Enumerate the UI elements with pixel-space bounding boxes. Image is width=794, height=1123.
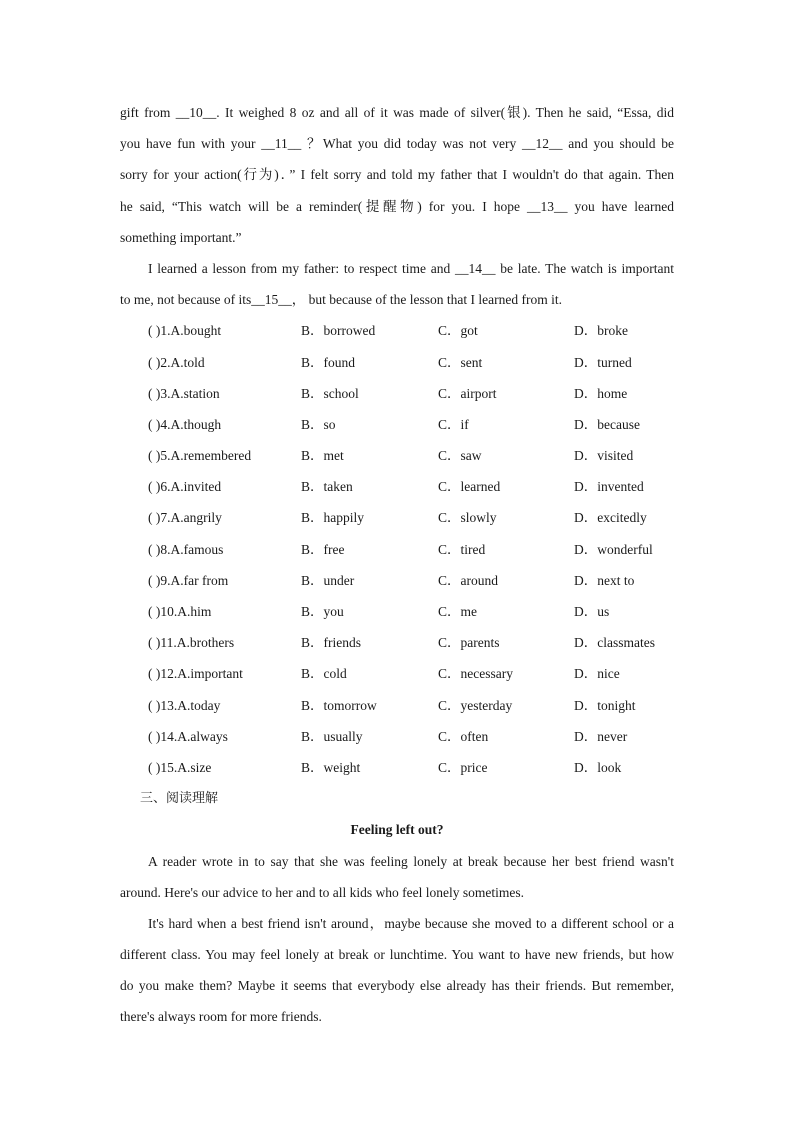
cloze-para2-line-2: to me, not because of its__15__， but because of the lesson that I learned from it.	[120, 292, 563, 308]
question-stem: ( )9.A.far from	[148, 572, 229, 588]
reading-title: Feeling left out?	[350, 822, 444, 838]
reading-para2-line-2: different class. You may feel lonely at break or lunchtime. You want to have new friends, but how	[120, 947, 674, 963]
option-c: C．got	[438, 323, 478, 339]
option-d: D．nice	[574, 666, 620, 682]
option-c: C．price	[438, 759, 488, 775]
question-row	[120, 315, 674, 346]
document-page	[120, 97, 674, 1033]
question-row	[120, 409, 674, 440]
question-stem: ( )3.A.station	[148, 385, 220, 401]
cloze-line-2: you have fun with your __11__ ？What you did today was not very __12__ and you should be	[120, 136, 674, 152]
cloze-line-3: sorry for your action(行为)．” I felt sorry and told my father that I wouldn't do that again. Then	[120, 167, 674, 183]
cloze-line-4: he said, “This watch will be a reminder(提醒物) for you. I hope __13__ you have learned	[120, 198, 674, 214]
question-stem: ( )12.A.important	[148, 666, 243, 682]
cloze-line-5: something important.”	[120, 229, 242, 245]
question-stem: ( )13.A.today	[148, 697, 221, 713]
question-row	[120, 565, 674, 596]
question-stem: ( )5.A.remembered	[148, 448, 252, 464]
option-c: C．if	[438, 416, 469, 432]
question-stem: ( )10.A.him	[148, 604, 212, 619]
option-b: B．tomorrow	[301, 697, 377, 713]
option-d: D．wonderful	[574, 541, 653, 557]
option-b: B．met	[301, 448, 344, 464]
option-b: B．happily	[301, 510, 364, 526]
question-row	[120, 752, 674, 783]
option-b: B．usually	[301, 728, 363, 744]
question-stem: ( )1.A.bought	[148, 323, 222, 339]
option-d: D．visited	[574, 448, 634, 464]
question-stem: ( )14.A.always	[148, 728, 228, 744]
option-d: D．us	[574, 604, 610, 619]
reading-para2-line-3: do you make them? Maybe it seems that everybody else already has their friends. But remember,	[120, 978, 674, 994]
question-row	[120, 534, 674, 565]
option-d: D．because	[574, 416, 640, 432]
option-d: D．excitedly	[574, 510, 647, 526]
option-b: B．taken	[301, 479, 353, 495]
reading-para1-line-2: around. Here's our advice to her and to all kids who feel lonely sometimes.	[120, 884, 524, 900]
option-c: C．saw	[438, 448, 482, 464]
reading-para1-line-1: A reader wrote in to say that she was feeling lonely at break because her best friend wasn't	[148, 853, 674, 869]
question-stem: ( )4.A.though	[148, 416, 222, 432]
option-b: B．borrowed	[301, 323, 376, 339]
option-d: D．broke	[574, 323, 628, 339]
reading-para2-line-4: there's always room for more friends.	[120, 1009, 322, 1025]
option-d: D．invented	[574, 479, 644, 495]
option-b: B．under	[301, 572, 355, 588]
reading-para2-line-1: It's hard when a best friend isn't around，maybe because she moved to a different school or a	[148, 915, 674, 931]
question-list	[120, 315, 674, 783]
option-b: B．found	[301, 354, 355, 370]
option-c: C．slowly	[438, 510, 497, 526]
option-d: D．next to	[574, 572, 635, 588]
question-row	[120, 347, 674, 378]
option-b: B．so	[301, 416, 336, 432]
cloze-line-1: gift from __10__. It weighed 8 oz and all of it was made of silver(银). Then he said, “Essa, did	[120, 105, 674, 120]
option-b: B．cold	[301, 666, 347, 682]
section-heading: 三、阅读理解	[140, 791, 219, 807]
option-d: D．tonight	[574, 697, 636, 713]
option-c: C．yesterday	[438, 697, 513, 713]
option-c: C．around	[438, 572, 498, 588]
option-c: C．parents	[438, 635, 500, 651]
option-b: B．friends	[301, 635, 361, 651]
option-d: D．classmates	[574, 635, 655, 651]
option-c: C．often	[438, 728, 489, 744]
question-row	[120, 596, 674, 627]
question-stem: ( )11.A.brothers	[148, 635, 235, 651]
question-row	[120, 627, 674, 658]
question-row	[120, 690, 674, 721]
question-stem: ( )15.A.size	[148, 759, 212, 775]
question-row	[120, 502, 674, 533]
question-row	[120, 378, 674, 409]
question-row	[120, 658, 674, 689]
option-b: B．free	[301, 541, 345, 557]
cloze-para2-line-1: I learned a lesson from my father: to respect time and __14__ be late. The watch is important	[148, 260, 674, 276]
question-stem: ( )8.A.famous	[148, 541, 224, 557]
option-c: C．learned	[438, 479, 501, 495]
option-b: B．school	[301, 385, 359, 401]
option-d: D．never	[574, 728, 628, 744]
option-d: D．look	[574, 759, 622, 775]
question-row	[120, 471, 674, 502]
option-c: C．tired	[438, 541, 486, 557]
option-d: D．turned	[574, 354, 632, 370]
question-stem: ( )6.A.invited	[148, 479, 222, 495]
option-c: C．sent	[438, 354, 483, 370]
option-c: C．me	[438, 604, 477, 619]
question-row	[120, 440, 674, 471]
question-row	[120, 721, 674, 752]
option-b: B．you	[301, 604, 344, 619]
option-c: C．airport	[438, 385, 497, 401]
option-b: B．weight	[301, 759, 361, 775]
option-c: C．necessary	[438, 666, 513, 682]
question-stem: ( )7.A.angrily	[148, 510, 222, 526]
option-d: D．home	[574, 385, 628, 401]
question-stem: ( )2.A.told	[148, 354, 205, 370]
